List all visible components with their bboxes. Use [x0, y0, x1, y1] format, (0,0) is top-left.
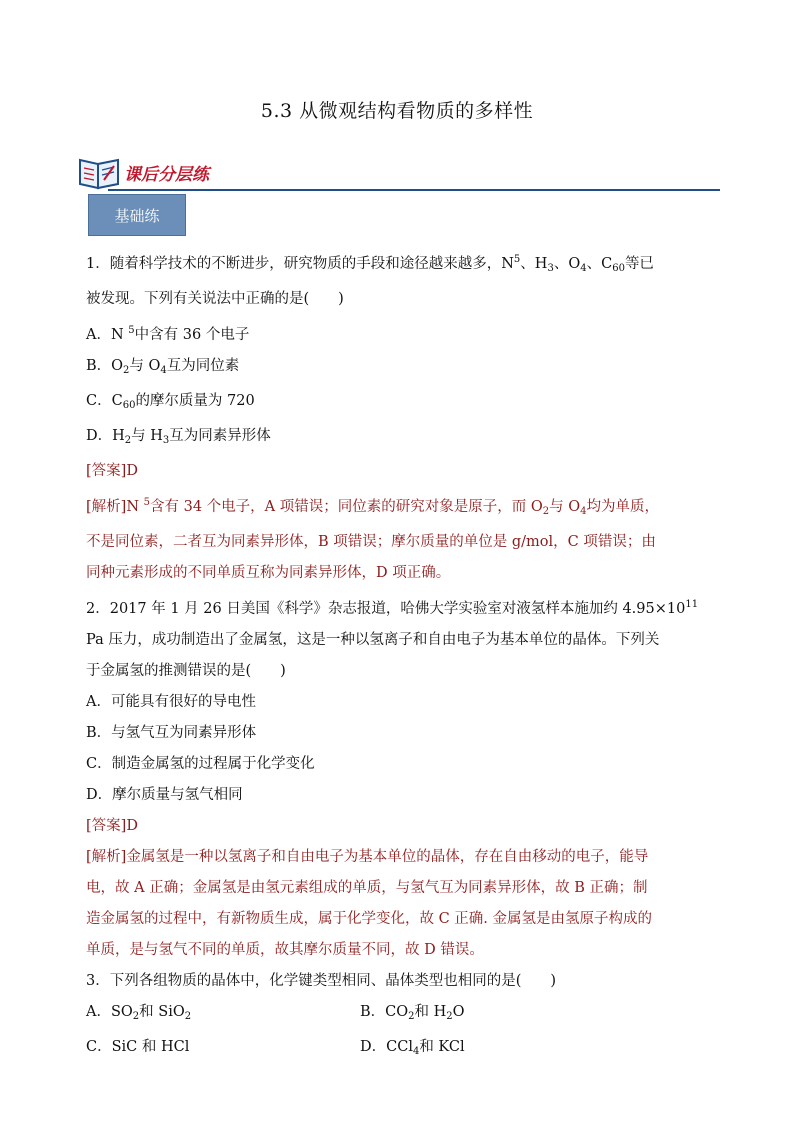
section-title: 课后分层练 — [124, 165, 209, 185]
q1-analysis: [解析]N $^5$含有 34 个电子，A 项错误；同位素的研究对象是原子，而 $O_2$与 $O_4$均为单质， — [86, 497, 659, 517]
book-icon — [78, 158, 122, 190]
q1-option-b: B．$O_2$与 $O_4$互为同位素 — [86, 358, 240, 376]
q2-stem: 2．2017 年 1 月 26 日美国《科学》杂志报道，哈佛大学实验室对液氢样本施加约 $4.95\times 10^{11}$ — [86, 599, 699, 617]
q2-analysis-2: 电，故 A 正确；金属氢是由氢元素组成的单质，与氢气互为同素异形体，故 B 正确；制 — [86, 880, 648, 896]
q2-answer: [答案]D — [86, 818, 138, 834]
divider — [108, 189, 720, 191]
q3-options-row-2 — [86, 1032, 714, 1067]
q1-stem: 1．随着科学技术的不断进步，研究物质的手段和途径越来越多，$N^5$、$H_3$、$O_4$、$C_{60}$等已 — [86, 254, 654, 274]
section-header — [78, 156, 720, 192]
q3-option-c: C．SiC 和 HCl — [86, 1039, 190, 1055]
q2-stem-3: 于金属氢的推测错误的是( ) — [86, 663, 286, 679]
q1-analysis-2: 不是同位素，二者互为同素异形体，B 项错误；摩尔质量的单位是 g/mol，C 项错误；由 — [86, 534, 656, 550]
q1-option-a: A．N $^5$中含有 36 个电子 — [86, 325, 250, 343]
q3-option-b: B．$CO_2$和 $H_2O$ — [360, 1004, 465, 1022]
q1-analysis-3: 同种元素形成的不同单质互称为同素异形体，D 项正确。 — [86, 565, 451, 581]
q2-stem-2: Pa 压力，成功制造出了金属氢，这是一种以氢离子和自由电子为基本单位的晶体。下列关 — [86, 632, 660, 648]
q3-options-row-1 — [86, 997, 714, 1032]
q2-option-c: C．制造金属氢的过程属于化学变化 — [86, 756, 315, 772]
question-list — [86, 244, 714, 1067]
q1-option-d: D．$H_2$与 $H_3$互为同素异形体 — [86, 428, 271, 446]
q3-stem: 3．下列各组物质的晶体中，化学键类型相同、晶体类型也相同的是( ) — [86, 973, 557, 989]
q2-analysis-4: 单质，是与氢气不同的单质，故其摩尔质量不同，故 D 错误。 — [86, 942, 484, 958]
q3-option-d: D．CCl$_4$和 KCl — [360, 1039, 465, 1057]
tab-basic-practice[interactable]: 基础练 — [88, 194, 186, 236]
page-title: 5.3 从微观结构看物质的多样性 — [260, 100, 534, 122]
q1-stem-2: 被发现。下列有关说法中正确的是( ) — [86, 291, 344, 307]
q2-option-a: A．可能具有很好的导电性 — [86, 694, 256, 710]
q2-option-b: B．与氢气互为同素异形体 — [86, 725, 257, 741]
q2-analysis: [解析]金属氢是一种以氢离子和自由电子为基本单位的晶体，存在自由移动的电子，能导 — [86, 849, 649, 865]
q3-option-a: A．$SO_2$和 SiO$_2$ — [86, 1004, 192, 1022]
q1-option-c: C．$C_{60}$的摩尔质量为 720 — [86, 393, 255, 411]
q2-analysis-3: 造金属氢的过程中，有新物质生成，属于化学变化，故 C 正确. 金属氢是由氢原子构成的 — [86, 911, 653, 927]
q1-answer: [答案]D — [86, 463, 138, 479]
q2-option-d: D．摩尔质量与氢气相同 — [86, 787, 243, 803]
